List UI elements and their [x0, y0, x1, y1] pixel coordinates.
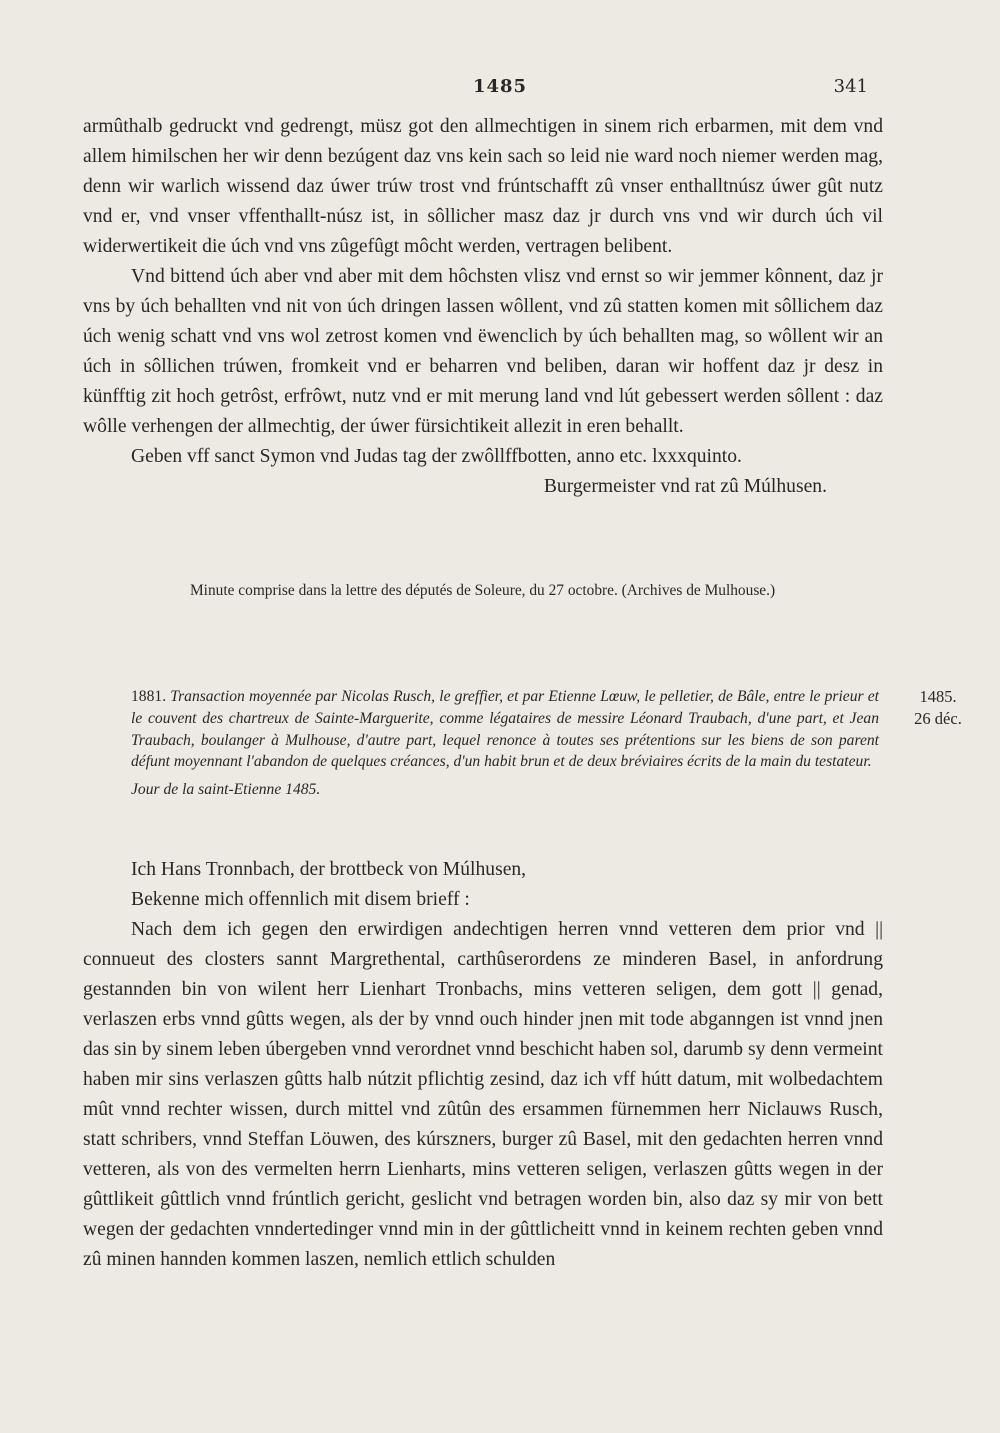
page-number: 341 [833, 76, 868, 97]
summary-text: Transaction moyennée par Nicolas Rusch, le greffier, et par Etienne Lœuw, le pelletier, de Bâle, entre le prieur et le couvent des chartreux de Sainte-Marguerite, comme légataires de messire Léonard Traubach, d'une part, et Jean Traubach, boulanger à Mulhouse, d'autre part, lequel renonce à toutes ses prétentions sur les biens de son parent défunt moyennant l'abandon de quelques créances, d'un habit brun et de deux bréviaires écrits de la main du testateur. [131, 688, 880, 771]
paragraph-3: Geben vff sanct Symon vnd Judas tag der zwôllffbotten, anno etc. lxxxquinto. [131, 446, 742, 467]
running-head-year: 1485 [472, 76, 528, 97]
source-note: Minute comprise dans la lettre des députés de Soleure, du 27 octobre. (Archives de Mulhouse.) [190, 582, 776, 599]
margin-date [898, 686, 978, 730]
paragraph-5: Bekenne mich offennlich mit disem brieff : [131, 889, 470, 910]
document-number: 1881. [131, 688, 167, 705]
document-summary [131, 686, 879, 801]
letter-body-bottom [83, 855, 883, 1275]
paragraph-1: armûthalb gedruckt vnd gedrengt, müsz got den allmechtigen in sinem rich erbarmen, mit dem vnd allem himilschen her wir denn bezúgent daz vns kein sach so leid nie ward noch niemer werden mag, denn wir warlich wissend daz úwer trúw trost vnd frúntschafft zû vnser enthalltnúsz úwer gût nutz vnd er, vnd vnser vffenthallt-núsz ist, in sôllicher masz daz jr durch vns vnd wir durch úch vil widerwertikeit die úch vnd vns zûgefûgt môcht werden, vertragen belibent. [83, 116, 883, 257]
margin-day: 26 déc. [914, 708, 962, 728]
paragraph-4: Ich Hans Tronnbach, der brottbeck von Múlhusen, [131, 859, 527, 880]
margin-year: 1485. [919, 687, 957, 706]
signature-line: Burgermeister vnd rat zû Múlhusen. [543, 476, 827, 497]
paragraph-6: Nach dem ich gegen den erwirdigen andechtigen herren vnnd vetteren dem prior vnd || connueut des closters sannt Margrethental, carthûserordens ze minderen Basel, in anfordrung gestannden bin von wilent herr Lienhart Tronbachs, mins vetteren seligen, dem gott || genad, verlaszen erbs vnnd gûtts wegen, als der by vnnd ouch hinder jnen mit tode abganngen ist vnnd jnen das sin by sinem leben úbergeben vnnd verordnet vnnd beschicht haben sol, darumb sy denn vermeint haben mir sins verlaszen gûtts halb nútzit pflichtig zesind, daz ich vff hútt datum, mit wolbedachtem mût vnnd rechter wissen, durch mittel vnd zûtûn des ersammen fürnemmen herr Niclauws Rusch, statt schribers, vnnd Steffan Löuwen, des kúrszners, burger zû Basel, mit den gedachten herren vnnd vetteren, als von des vermelten herrn Lienharts, mins vetteren seligen, verlaszen gûtts wegen in der gûttlikeit gûttlich vnnd frúntlich gericht, geslicht vnd betragen worden bin, also daz sy mir von bett wegen der gedachten vnndertedinger vnnd min in der gûttlicheitt vnnd in keinem rechten geben vnnd zû minen hannden kommen laszen, nemlich ettlich schulden [83, 919, 883, 1270]
letter-body-top [83, 112, 883, 502]
summary-date-line: Jour de la saint-Etienne 1485. [131, 781, 321, 799]
paragraph-2: Vnd bittend úch aber vnd aber mit dem hôchsten vlisz vnd ernst so wir jemmer kônnent, daz jr vns by úch behallten vnd nit von úch dringen lassen wôllent, vnd zû statten komen mit sôllichem daz úch wenig schatt vnd vns wol zetrost komen vnd ëwenclich by úch behallten mag, so wôllent wir an úch in sôllichen trúwen, fromkeit vnd er beharren vnd beliben, daran wir hoffent daz jr desz in künfftig zit hoch getrôst, erfrôwt, nutz vnd er mit merung land vnd lút gebessert werden sôllent : daz wôlle verhengen der allmechtig, der úwer fürsichtikeit allezit in eren behallt. [83, 266, 883, 437]
